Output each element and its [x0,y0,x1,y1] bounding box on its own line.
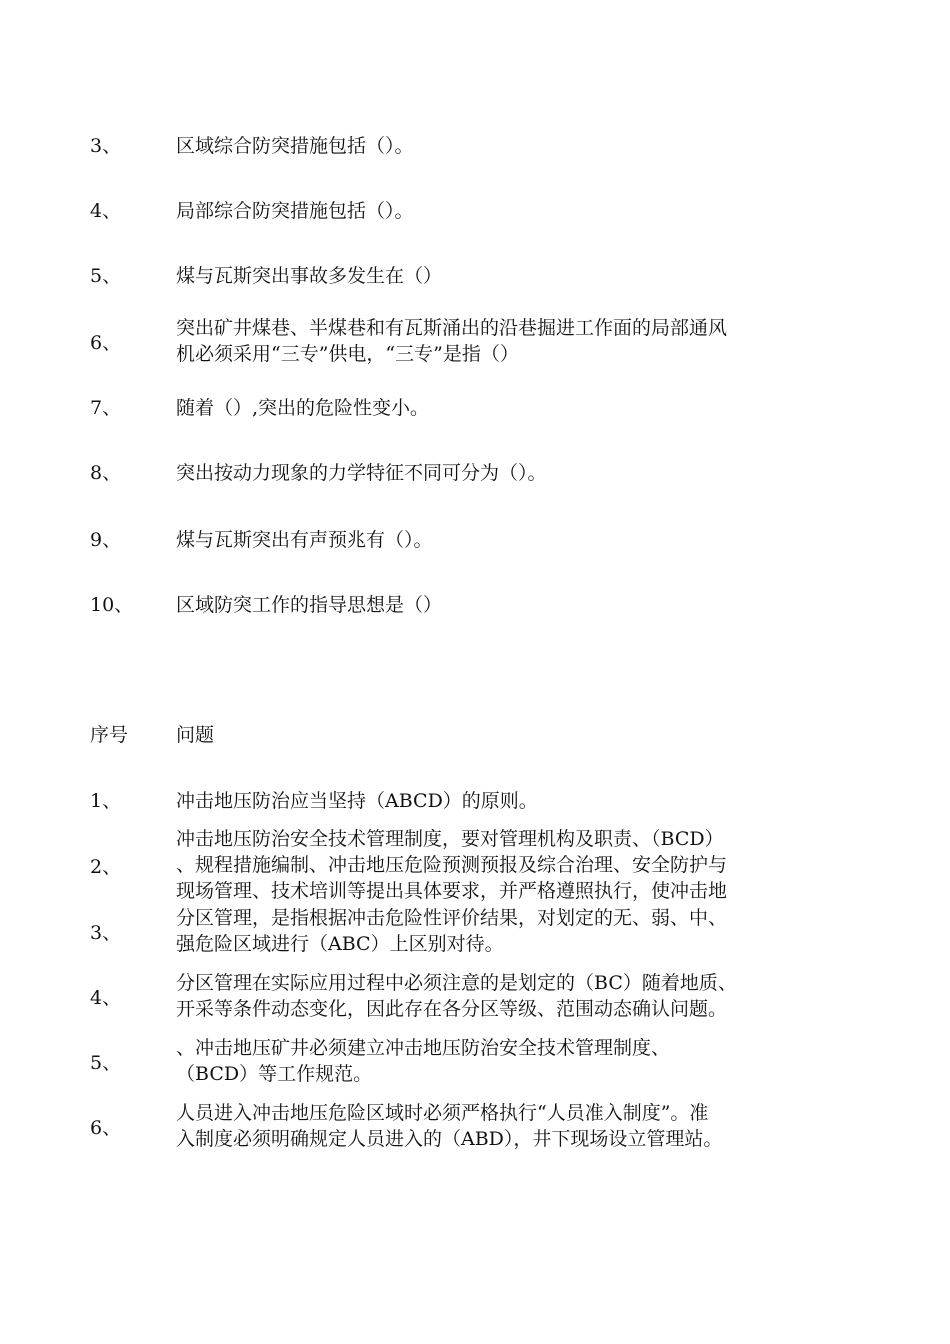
question-number: 9、 [90,529,122,551]
question-number: 10、 [90,594,134,616]
question-text: 分区管理在实际应用过程中必须注意的是划定的（BC）随着地质、 开采等条件动态变化，因此存在各分区等级、范围动态确认问题。 [176,972,737,1020]
question-number: 2、 [90,856,122,878]
question-number: 6、 [90,332,122,354]
question-number: 5、 [90,1052,122,1074]
question-text: 区域防突工作的指导思想是（） [176,594,443,616]
question-number: 3、 [90,135,122,157]
question-text: 冲击地压防治安全技术管理制度，要对管理机构及职责、（BCD） 、规程措施编制、冲击地压危险预测预报及综合治理、安全防护与 现场管理、技术培训等提出具体要求，并严格遵照执行，使冲击地 [176,828,728,902]
question-text: 冲击地压防治应当坚持（ABCD）的原则。 [176,790,538,812]
question-text: 分区管理，是指根据冲击危险性评价结果，对划定的无、弱、中、 强危险区域进行（ABC）上区别对待。 [176,907,728,955]
question-number: 5、 [90,265,122,287]
question-text: 随着（）,突出的危险性变小。 [176,397,430,419]
question-text: 煤与瓦斯突出有声预兆有（）。 [176,529,433,551]
sequence-header: 序号 [90,724,129,746]
question-header: 问题 [176,724,215,746]
question-number: 8、 [90,462,122,484]
question-text: 突出矿井煤巷、半煤巷和有瓦斯涌出的沿巷掘进工作面的局部通风 机必须采用“三专”供电，“三专”是指（） [176,317,728,365]
question-text: 区域综合防突措施包括（）。 [176,135,414,157]
question-text: 、冲击地压矿井必须建立冲击地压防治安全技术管理制度、 （BCD）等工作规范。 [176,1037,671,1085]
question-text: 突出按动力现象的力学特征不同可分为（）。 [176,462,547,484]
question-text: 煤与瓦斯突出事故多发生在（） [176,265,443,287]
question-text: 人员进入冲击地压危险区域时必须严格执行“人员准入制度”。准 入制度必须明确规定人员进入的（ABD），井下现场设立管理站。 [176,1102,723,1150]
question-number: 7、 [90,397,122,419]
question-number: 4、 [90,200,122,222]
question-number: 6、 [90,1117,122,1139]
question-text: 局部综合防突措施包括（）。 [176,200,414,222]
question-number: 3、 [90,922,122,944]
question-number: 1、 [90,790,122,812]
question-number: 4、 [90,987,122,1009]
